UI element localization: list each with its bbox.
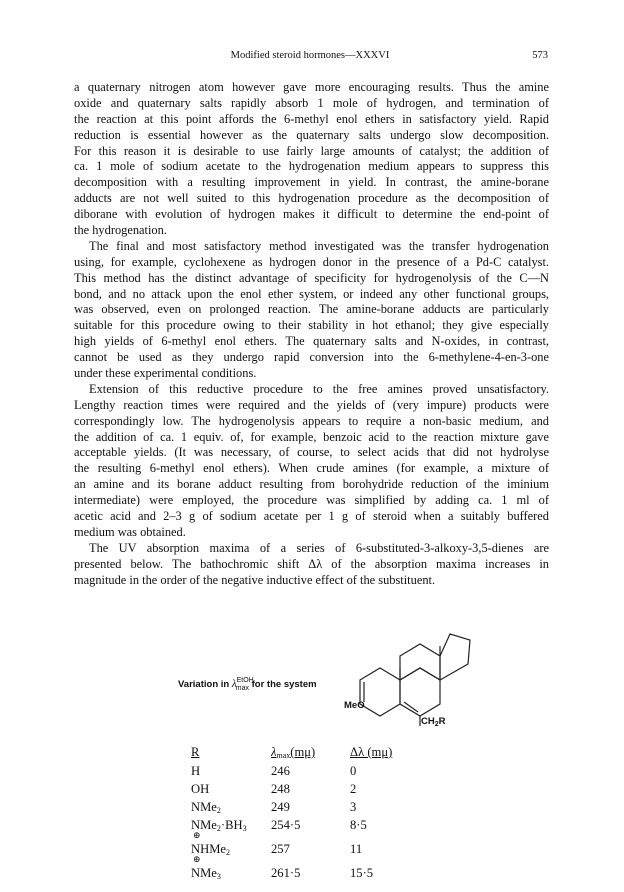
header-lambda-unit: (mμ) (290, 745, 316, 759)
cell-lambda: 261·5 (271, 866, 301, 880)
running-header (72, 50, 548, 66)
header-lambda (271, 745, 315, 760)
header-delta: Δλ (mμ) (350, 745, 393, 759)
paragraph (74, 80, 549, 239)
cell-r-text: NMe (191, 866, 217, 880)
ch2r-r: R (438, 716, 446, 727)
charge-mark: ⊕ (193, 830, 201, 840)
text-line: an amine and its borane adduct resulting from borohydride reduction of the iminium (74, 477, 549, 492)
caption-lambda: λ (231, 678, 237, 690)
ch2r-label (421, 716, 446, 728)
paragraph (74, 382, 549, 541)
cell-r-text: NMe (191, 818, 217, 832)
text-line: intermediate) were employed, the procedure was simplified by adding ca. 1 ml of (74, 493, 549, 508)
text-line: the addition of ca. 1 equiv. of, for example, benzoic acid to the reaction mixture gave (74, 429, 549, 444)
cell-delta: 0 (350, 764, 357, 778)
cell-r-text: OH (191, 782, 210, 796)
text-line: magnitude in the order of the negative inductive effect of the substituent. (74, 572, 436, 587)
caption-suffix: for the system (251, 679, 317, 690)
cell-r (191, 782, 209, 797)
text-line: reduction is essential however as the quaternary salts undergo slow decomposition. (74, 127, 549, 142)
page-number: 573 (532, 50, 548, 61)
paragraph (74, 239, 549, 382)
text-line: acceptable yields. (It was necessary, of course, to select acids that did not hydrolyse (74, 445, 549, 460)
ch2r-ch: CH (421, 716, 435, 727)
charge-mark: ⊕ (193, 854, 201, 864)
figure-caption (178, 677, 317, 692)
ring-c (400, 644, 440, 680)
ch2r-sub: 2 (434, 721, 439, 728)
body-text (74, 80, 549, 589)
text-line: The UV absorption maxima of a series of 6-substituted-3-alkoxy-3,5-dienes are (89, 540, 549, 555)
text-line: high yields of 6-methyl enol ethers. The quaternary salts and N-oxides, in contrast, (74, 334, 549, 349)
cell-r-sub: 2 (216, 806, 221, 815)
text-line: the reaction at this point affords the 6-methyl enol ethers in satisfactory yield. Rapid (74, 111, 549, 126)
text-line: a quaternary nitrogen atom however gave more encouraging results. Thus the amine (74, 80, 549, 94)
text-line: the hydrogenation. (74, 223, 167, 238)
cell-r-text: NMe (191, 800, 217, 814)
cell-delta: 3 (350, 800, 357, 814)
cell-r-sub: 2 (225, 848, 230, 857)
caption-prefix: Variation in (178, 679, 230, 690)
text-line: bond, and no attack upon the enol ether system, or indeed any other functional groups, (74, 286, 549, 301)
ring-a (360, 668, 400, 716)
text-line: cannot be used as they undergo rapid conversion into the 6-methylene-4-en-3-one (74, 350, 549, 365)
table-row (191, 818, 491, 836)
table-row (191, 800, 491, 818)
cell-r (191, 764, 200, 779)
ring-d (440, 634, 470, 680)
caption-sub: max (235, 685, 249, 692)
text-line: presented below. The bathochromic shift Δλ of the absorption maxima increases in (74, 556, 549, 571)
cell-r-suffix: ·BH (220, 818, 243, 832)
cell-r-sub: 3 (216, 872, 221, 881)
text-line: Lengthy reaction times were required and the yields of (very impure) products were (74, 397, 549, 412)
cell-r-text: NHMe (191, 842, 226, 856)
cell-lambda: 246 (271, 764, 290, 778)
text-line: Extension of this reductive procedure to the free amines proved unsatisfactory. (89, 381, 549, 396)
paragraph (74, 541, 549, 589)
cell-lambda: 249 (271, 800, 290, 814)
cell-delta: 8·5 (350, 818, 367, 832)
text-line: This method has the distinct advantage of specificity for hydrogenolysis of the C—N (74, 270, 549, 285)
steroid-structure (352, 620, 482, 740)
cell-r-sub2: 3 (242, 824, 247, 833)
cell-lambda: 254·5 (271, 818, 301, 832)
cell-r-text: H (191, 764, 201, 778)
cell-delta: 15·5 (350, 866, 374, 880)
text-line: the resulting 6-methyl enol ethers). When crude amines (for example, a mixture of (74, 461, 549, 476)
text-line: oxide and quaternary salts rapidly absorb 1 mole of hydrogen, and termination of (74, 95, 549, 110)
text-line: acetic acid and 2–3 g of sodium acetate per 1 g of steroid when a suitably buffered (74, 509, 549, 524)
table-header-row (191, 745, 491, 763)
cell-r (191, 800, 221, 815)
cell-r-sub: 2 (216, 824, 221, 833)
cell-delta: 2 (350, 782, 357, 796)
running-title: Modified steroid hormones—XXXVI (230, 50, 390, 61)
text-line: medium was obtained. (74, 524, 186, 539)
table-row (191, 782, 491, 800)
text-line: diborane with evolution of hydrogen makes it difficult to determine the end-point of (74, 207, 549, 222)
text-line: suitable for this procedure owing to their stability in hot ethanol; they give especially (74, 318, 549, 333)
header-lambda-symbol: λ (271, 745, 277, 759)
table-row (191, 854, 491, 884)
header-r: R (191, 745, 200, 759)
text-line: ca. 1 mole of sodium acetate to the hydrogenation medium appears to suppress this (74, 159, 549, 174)
text-line: using, for example, cyclohexene as hydrogen donor in the presence of a Pd-C catalyst. (74, 254, 549, 269)
caption-sup: EtOH (236, 677, 254, 684)
ring-b (400, 668, 440, 716)
header-lambda-sub: max (276, 751, 291, 760)
text-line: For this reason it is desirable to use fairly large amounts of catalyst; the addition of (74, 143, 549, 158)
table-row (191, 830, 491, 860)
cell-lambda: 257 (271, 842, 290, 856)
text-line: under these experimental conditions. (74, 366, 257, 381)
text-line: The final and most satisfactory method investigated was the transfer hydrogenation (89, 238, 549, 253)
cell-r (191, 854, 221, 881)
text-line: was observed, even on prolonged reaction. The amine-borane adducts are particularly (74, 302, 549, 317)
text-line: decomposition with a resulting improvement in yield. In contrast, the amine-borane (74, 175, 549, 190)
text-line: correspondingly low. The hydrogenolysis appears to require a non-basic medium, and (74, 413, 549, 428)
table-row (191, 764, 491, 782)
meo-label: MeO (344, 700, 365, 711)
text-line: adducts are not well suited to this hydrogenation procedure as the decomposition of (74, 191, 549, 206)
cell-delta: 11 (350, 842, 363, 856)
cell-lambda: 248 (271, 782, 290, 796)
